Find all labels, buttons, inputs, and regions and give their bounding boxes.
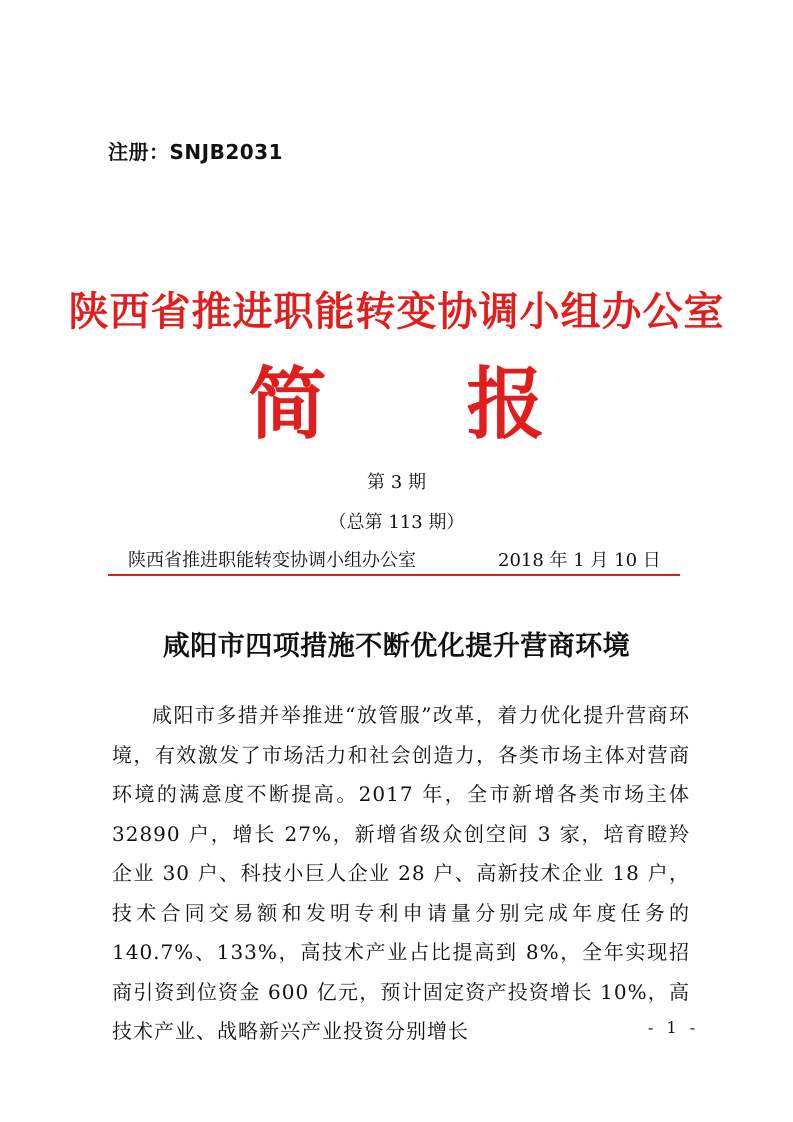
issuer-name: 陕西省推进职能转变协调小组办公室 <box>128 550 416 571</box>
red-divider-rule <box>108 574 680 576</box>
issue-date: 2018 年 1 月 10 日 <box>498 550 661 571</box>
issuer-line <box>128 546 668 572</box>
issue-total-number: （总第 113 期） <box>328 512 465 533</box>
organization-title: 陕西省推进职能转变协调小组办公室 <box>68 289 725 335</box>
page-number: - 1 - <box>648 1018 700 1037</box>
issue-number: 第 3 期 <box>367 472 426 493</box>
registration-number: 注册：SNJB2031 <box>108 140 283 164</box>
article-title: 咸阳市四项措施不断优化提升营商环境 <box>162 631 631 662</box>
brief-title: 简报 <box>248 360 685 450</box>
article-body: 咸阳市多措并举推进“放管服”改革，着力优化提升营商环境，有效激发了市场活力和社会创造力，各类市场主体对营商环境的满意度不断提高。2017 年，全市新增各类市场主体 32890 户，增长 27%，新增省级众创空间 3 家，培育瞪羚企业 30 户、科技小巨人企业 28 户、高新技术企业 18 户，技术合同交易额和发明专利申请量分别完成年度任务的 140.7%、133%，高技术产业占比提高到 8%，全年实现招商引资到位资金 600 亿元，预计固定资产投资增长 10%，高技术产业、战略新兴产业投资分别增长 <box>112 703 690 1043</box>
